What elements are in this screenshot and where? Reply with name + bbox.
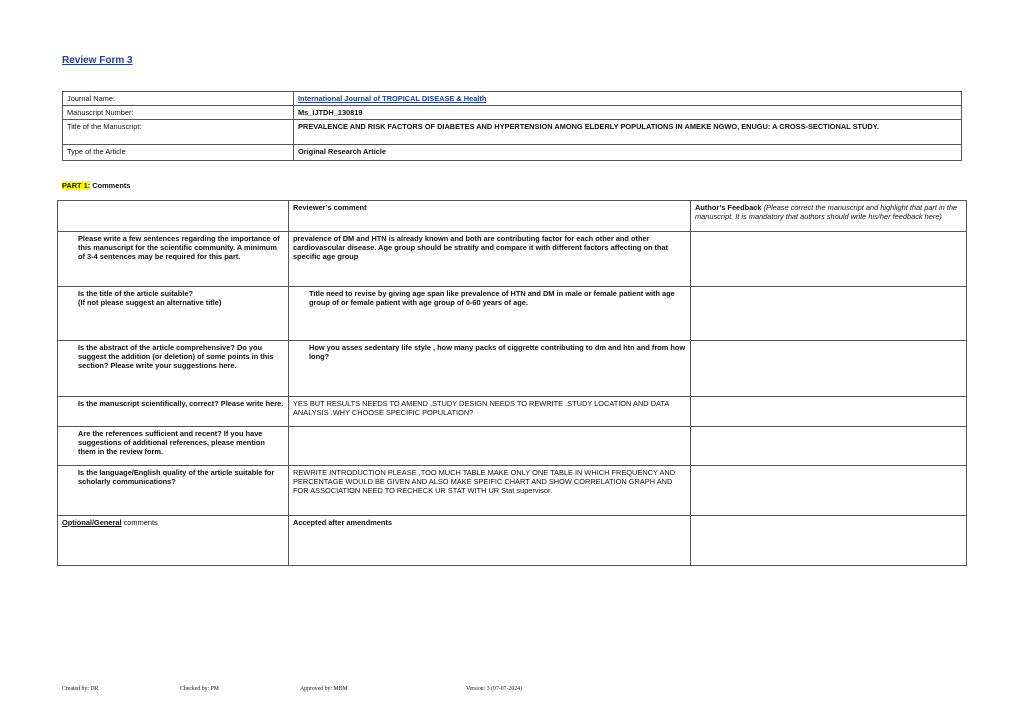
optional-label-underlined: Optional/General — [62, 518, 122, 527]
title-value: PREVALENCE AND RISK FACTORS OF DIABETES AND HYPERTENSION AMONG ELDERLY POPULATIONS IN AMEKE NGWO, ENUGU: A CROSS-SECTIONAL STUDY. — [294, 120, 962, 145]
journal-label: Journal Name: — [63, 92, 294, 106]
part-suffix: Comments — [90, 181, 131, 190]
footer-checked-by: Checked by: PM — [180, 686, 219, 692]
footer-approved-by: Approved by: MBM — [300, 686, 348, 692]
article-type-value: Original Research Article — [294, 145, 962, 161]
question-text — [58, 287, 289, 341]
title-label: Title of the Manuscript: — [63, 120, 294, 145]
reviewer-comment: prevalence of DM and HTN is already known and both are contributing factor for each other and other cardiovascular disease. Age group should be stratify and compare it with different factors affecting on that specific age group — [289, 232, 691, 287]
form-title: Review Form 3 — [62, 55, 133, 66]
comment-row — [58, 466, 967, 516]
article-type-row — [63, 145, 962, 161]
optional-label-rest: comments — [121, 518, 158, 527]
optional-comments-label — [58, 516, 289, 566]
optional-comments-row — [58, 516, 967, 566]
author-feedback-cell[interactable] — [691, 287, 967, 341]
question-text: Is the language/English quality of the article suitable for scholarly communications? — [58, 466, 289, 516]
header-author-feedback — [691, 201, 967, 232]
comment-row — [58, 427, 967, 466]
question-text: Please write a few sentences regarding the importance of this manuscript for the scientific community. A minimum of 3-4 sentences may be required for this part. — [58, 232, 289, 287]
manuscript-info-table — [62, 91, 962, 161]
manuscript-number-label: Manuscript Number: — [63, 106, 294, 120]
author-feedback-title: Author’s Feedback — [695, 203, 762, 212]
question-text: Is the abstract of the article comprehensive? Do you suggest the addition (or deletion) of some points in this section? Please write your suggestions here. — [58, 341, 289, 397]
question-text: Are the references sufficient and recent? If you have suggestions of additional references, please mention them in the review form. — [58, 427, 289, 466]
header-question-cell — [58, 201, 289, 232]
journal-row — [63, 92, 962, 106]
footer-created-by: Created by: DR — [62, 686, 99, 692]
manuscript-number-row — [63, 106, 962, 120]
header-reviewer-comment: Reviewer’s comment — [289, 201, 691, 232]
author-feedback-cell[interactable] — [691, 232, 967, 287]
journal-value-cell — [294, 92, 962, 106]
comment-row — [58, 397, 967, 427]
author-feedback-note: (Please correct the manuscript and highlight that part in the manuscript. It is mandatory that authors should write his/her feedback here) — [695, 203, 958, 221]
question-text: Is the manuscript scientifically, correct? Please write here. — [58, 397, 289, 427]
author-feedback-cell[interactable] — [691, 427, 967, 466]
reviewer-comment: REWRITE INTRODUCTION PLEASE ,TOO MUCH TABLE MAKE ONLY ONE TABLE IN WHICH FREQUENCY AND PERCENTAGE WOULD BE GIVEN AND ALSO MAKE SPEIFIC CHART AND SHOW CORRELATION GRAPH AND FOR ASSOCIATION NEED TO RECHECK UR STAT WITH UR Stat supervisor. — [289, 466, 691, 516]
reviewer-comment — [289, 427, 691, 466]
journal-link[interactable]: International Journal of TROPICAL DISEASE & Health — [298, 94, 487, 103]
footer-version: Version: 3 (07-07-2024) — [466, 686, 523, 692]
comment-row — [58, 287, 967, 341]
comment-row — [58, 232, 967, 287]
optional-author-feedback-cell[interactable] — [691, 516, 967, 566]
optional-reviewer-comment: Accepted after amendments — [289, 516, 691, 566]
part-label: PART 1: — [62, 181, 91, 190]
comments-header-row — [58, 201, 967, 232]
comment-row — [58, 341, 967, 397]
reviewer-comment: How you asses sedentary life style , how many packs of ciggrette contributing to dm and htn and from how long? — [289, 341, 691, 397]
comments-table — [57, 200, 967, 566]
reviewer-comment: YES BUT RESULTS NEEDS TO AMEND ,STUDY DESIGN NEEDS TO REWRITE .STUDY LOCATION AND DATA ANALYSIS .WHY CHOOSE SPECIFIC POPULATION? — [289, 397, 691, 427]
author-feedback-cell[interactable] — [691, 341, 967, 397]
part-heading — [62, 181, 130, 190]
manuscript-number-value: Ms_IJTDH_130819 — [294, 106, 962, 120]
author-feedback-cell[interactable] — [691, 397, 967, 427]
reviewer-comment: Title need to revise by giving age span like prevalence of HTN and DM in male or female patient with age group of or female patient with age group of 0-60 years of age. — [289, 287, 691, 341]
article-type-label: Type of the Article — [63, 145, 294, 161]
author-feedback-cell[interactable] — [691, 466, 967, 516]
question-text-line: Is the title of the article suitable? (If not please suggest an alternative title) — [78, 289, 222, 307]
title-row — [63, 120, 962, 145]
